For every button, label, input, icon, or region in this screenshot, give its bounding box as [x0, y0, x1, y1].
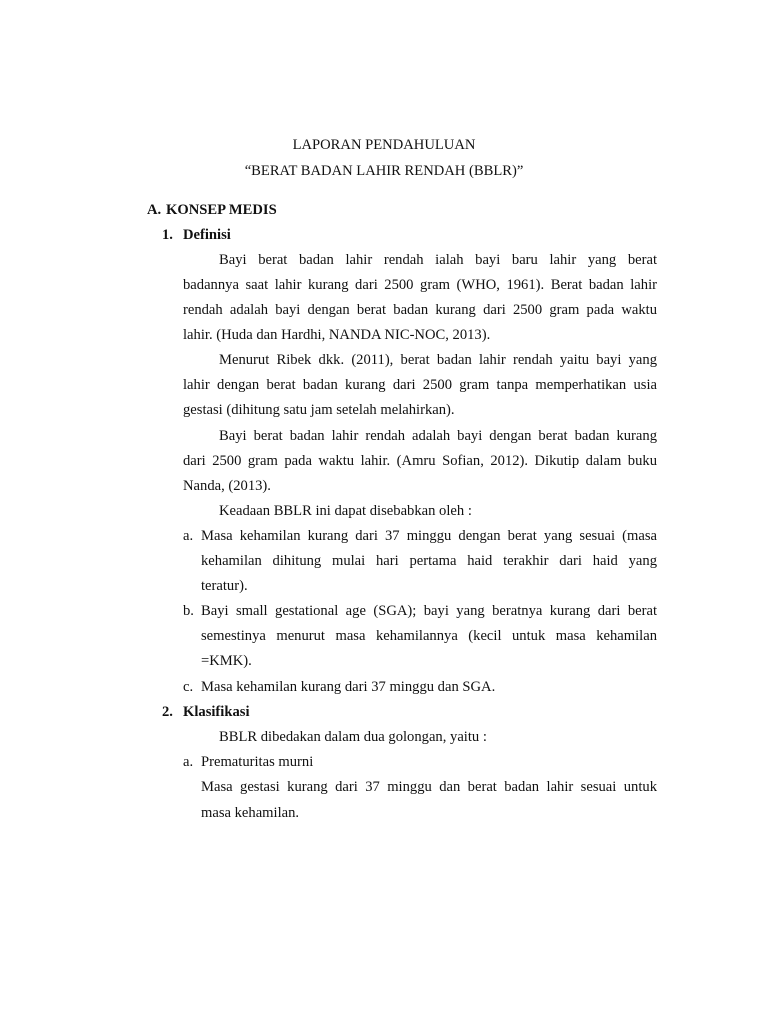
document-subtitle: “BERAT BADAN LAHIR RENDAH (BBLR)”: [244, 163, 524, 179]
definisi-line: Bayi berat badan lahir rendah ialah bayi baru lahir yang berat: [219, 252, 657, 268]
cause-label: b.: [183, 603, 194, 619]
cause-label: c.: [183, 679, 194, 695]
definisi-line: lahir. (Huda dan Hardhi, NANDA NIC-NOC, 2013).: [183, 327, 491, 343]
klasifikasi-item-label: a.: [183, 754, 194, 770]
definisi-line: Menurut Ribek dkk. (2011), berat badan lahir rendah yaitu bayi yang: [219, 352, 657, 368]
definisi-line: dari 2500 gram pada waktu lahir. (Amru Sofian, 2012). Dikutip dalam buku: [183, 453, 657, 469]
klasifikasi-heading: Klasifikasi: [183, 704, 250, 720]
section-a-label: A.: [147, 202, 162, 218]
definisi-number: 1.: [162, 227, 173, 243]
definisi-line: gestasi (dihitung satu jam setelah melahirkan).: [183, 402, 455, 418]
definisi-heading: Definisi: [183, 227, 231, 243]
section-a-heading: KONSEP MEDIS: [166, 202, 277, 218]
klasifikasi-item-line: masa kehamilan.: [201, 805, 300, 821]
cause-line: =KMK).: [201, 653, 252, 669]
cause-line: kehamilan dihitung mulai hari pertama haid terakhir dari haid yang: [201, 553, 657, 569]
klasifikasi-item-line: Masa gestasi kurang dari 37 minggu dan berat badan lahir sesuai untuk: [201, 779, 657, 795]
cause-line: Masa kehamilan kurang dari 37 minggu dengan berat yang sesuai (masa: [201, 528, 657, 544]
definisi-line: Nanda, (2013).: [183, 478, 271, 494]
cause-line: Bayi small gestational age (SGA); bayi yang beratnya kurang dari berat: [201, 603, 657, 619]
cause-label: a.: [183, 528, 194, 544]
definisi-line: Bayi berat badan lahir rendah adalah bayi dengan berat badan kurang: [219, 428, 657, 444]
definisi-line: rendah adalah bayi dengan berat badan kurang dari 2500 gram pada waktu: [183, 302, 657, 318]
definisi-line: Keadaan BBLR ini dapat disebabkan oleh :: [219, 503, 472, 519]
definisi-line: lahir dengan berat badan kurang dari 2500 gram tanpa memperhatikan usia: [183, 377, 657, 393]
document-title: LAPORAN PENDAHULUAN: [292, 137, 476, 153]
klasifikasi-number: 2.: [162, 704, 173, 720]
klasifikasi-item-heading: Prematuritas murni: [201, 754, 314, 770]
cause-line: teratur).: [201, 578, 248, 594]
cause-line: Masa kehamilan kurang dari 37 minggu dan SGA.: [201, 679, 496, 695]
klasifikasi-intro: BBLR dibedakan dalam dua golongan, yaitu :: [219, 729, 487, 745]
cause-line: semestinya menurut masa kehamilannya (kecil untuk masa kehamilan: [201, 628, 657, 644]
definisi-line: badannya saat lahir kurang dari 2500 gram (WHO, 1961). Berat badan lahir: [183, 277, 657, 293]
